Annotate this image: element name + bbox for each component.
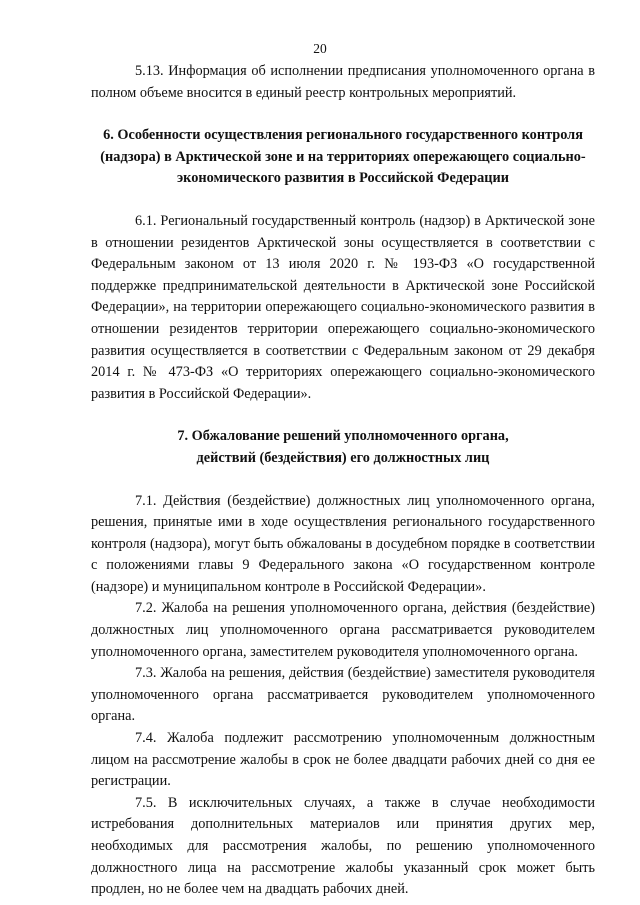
section-7-heading-line: действий (бездействия) его должностных лиц [196,449,490,466]
section-6-heading-line: экономического развития в Российской Федерации [177,170,509,187]
section-7-heading [91,426,595,469]
page-number: 20 [313,41,327,56]
paragraph-7-5: 7.5. В исключительных случаях, а также в случае необходимости истребования дополнительных материалов или принятия других мер, необходимых для рассмотрения жалобы, по решению уполномоченного должностного лица на рассмотрение жалобы указанный срок может быть продлен, но не более чем на двадцать рабочих дней. [91,794,595,898]
paragraph-6-1: 6.1. Региональный государственный контроль (надзор) в Арктической зоне в отношении резидентов Арктической зоны осуществляется в соответствии с Федеральным законом от 13 июля 2020 г. № 193-ФЗ «О государственной поддержке предпринимательской деятельности в Арктической зоне Российской Федерации», на территории опережающего социально-экономического развития в отношении резидентов территории опережающего социально-экономического развития осуществляется в соответствии с Федеральным законом от 29 декабря 2014 г. № 473-ФЗ «О территориях опережающего социально-экономического развития в Российской Федерации». [91,212,595,402]
page-content [91,61,595,901]
paragraph-7-3: 7.3. Жалоба на решения, действия (бездействие) заместителя руководителя уполномоченного органа рассматривается руководителем уполномоченного органа. [91,665,595,725]
paragraph-7-2: 7.2. Жалоба на решения уполномоченного органа, действия (бездействие) должностных лиц уполномоченного органа рассматривается руководителем уполномоченного органа, заместителем руководителя уполномоченного органа. [91,600,595,660]
section-6-heading-line: (надзора) в Арктической зоне и на территориях опережающего социально- [100,148,586,165]
section-6-heading-line: 6. Особенности осуществления регионального государственного контроля [103,127,583,144]
paragraph-7-1: 7.1. Действия (бездействие) должностных лиц уполномоченного органа, решения, принятые ими в ходе осуществления регионального государственного контроля (надзора), могут быть обжалованы в досудебном порядке в соответствии с положениями главы 9 Федерального закона «О государственном контроле (надзоре) и муниципальном контроле в Российской Федерации». [91,492,595,595]
paragraph-7-4: 7.4. Жалоба подлежит рассмотрению уполномоченным должностным лицом на рассмотрение жалобы в срок не более двадцати рабочих дней со дня ее регистрации. [91,730,595,790]
section-7-heading-line: 7. Обжалование решений уполномоченного органа, [177,428,509,445]
paragraph-5-13: 5.13. Информация об исполнении предписания уполномоченного органа в полном объеме вносится в единый реестр контрольных мероприятий. [91,63,595,101]
section-6-heading [91,125,595,190]
